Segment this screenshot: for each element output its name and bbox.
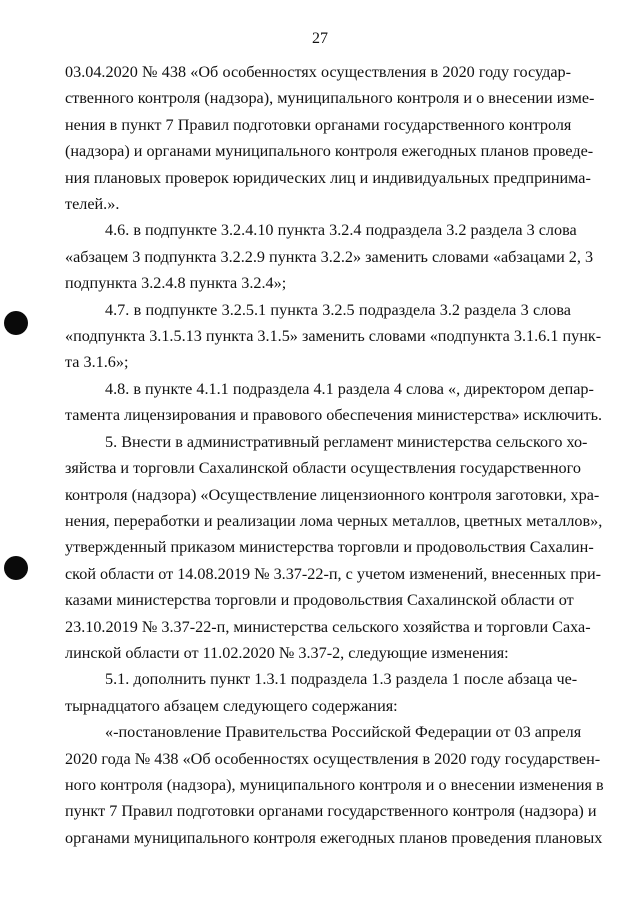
text-line: утвержденный приказом министерства торговли и продовольствия Сахалин-: [65, 538, 594, 557]
text-line: подпункта 3.2.4.8 пункта 3.2.4»;: [65, 274, 287, 293]
text-line: зяйства и торговли Сахалинской области осуществления государственного: [65, 459, 581, 478]
paragraph: [65, 719, 604, 851]
text-line: «-постановление Правительства Российской Федерации от 03 апреля: [105, 723, 582, 742]
text-line: тамента лицензирования и правового обеспечения министерства» исключить.: [65, 406, 603, 425]
body-text: [65, 59, 604, 851]
text-line: 4.6. в подпункте 3.2.4.10 пункта 3.2.4 подраздела 3.2 раздела 3 слова: [105, 221, 577, 240]
text-line: 5.1. дополнить пункт 1.3.1 подраздела 1.3 раздела 1 после абзаца че-: [105, 670, 578, 689]
text-line: ного контроля (надзора), муниципального контроля и о внесении изменения в: [65, 775, 604, 794]
paragraph: [65, 59, 595, 217]
text-line: нения в пункт 7 Правил подготовки органами государственного контроля: [65, 115, 572, 134]
text-line: «подпункта 3.1.5.13 пункта 3.1.5» заменить словами «подпункта 3.1.6.1 пунк-: [65, 327, 602, 346]
page-number: 27: [312, 30, 328, 47]
paragraph: [65, 217, 594, 296]
text-line: нения, переработки и реализации лома черных металлов, цветных металлов»,: [65, 511, 603, 530]
text-line: органами муниципального контроля ежегодных планов проведения плановых: [65, 828, 603, 847]
text-line: ской области от 14.08.2019 № 3.37-22-п, с учетом изменений, внесенных при-: [65, 564, 602, 583]
text-line: ственного контроля (надзора), муниципального контроля и о внесении изме-: [65, 89, 595, 108]
text-line: казами министерства торговли и продовольствия Сахалинской области от: [65, 591, 574, 610]
text-line: 2020 года № 438 «Об особенностях осуществления в 2020 году государствен-: [65, 749, 601, 768]
punch-hole: [4, 556, 28, 580]
text-line: 4.7. в подпункте 3.2.5.1 пункта 3.2.5 подраздела 3.2 раздела 3 слова: [105, 300, 571, 319]
text-line: ния плановых проверок юридических лиц и индивидуальных предпринима-: [65, 168, 591, 187]
paragraph: [65, 376, 603, 429]
paragraph: [65, 429, 603, 667]
text-line: 5. Внести в административный регламент министерства сельского хо-: [105, 432, 588, 451]
text-line: линской области от 11.02.2020 № 3.37-2, следующие изменения:: [65, 643, 509, 662]
text-line: контроля (надзора) «Осуществление лицензионного контроля заготовки, хра-: [65, 485, 600, 504]
text-line: «абзацем 3 подпункта 3.2.2.9 пункта 3.2.2» заменить словами «абзацами 2, 3: [65, 247, 594, 266]
text-line: 23.10.2019 № 3.37-22-п, министерства сельского хозяйства и торговли Саха-: [65, 617, 591, 636]
text-line: тырнадцатого абзацем следующего содержания:: [65, 696, 398, 715]
text-line: телей.».: [65, 195, 120, 214]
text-line: та 3.1.6»;: [65, 353, 129, 372]
paragraph: [65, 666, 578, 719]
text-line: 4.8. в пункте 4.1.1 подраздела 4.1 раздела 4 слова «, директором депар-: [105, 379, 594, 398]
text-line: пункт 7 Правил подготовки органами государственного контроля (надзора) и: [65, 802, 597, 821]
punch-hole: [4, 311, 28, 335]
paragraph: [65, 297, 602, 376]
text-line: 03.04.2020 № 438 «Об особенностях осуществления в 2020 году государ-: [65, 63, 571, 81]
text-line: (надзора) и органами муниципального контроля ежегодных планов проведе-: [65, 142, 594, 161]
